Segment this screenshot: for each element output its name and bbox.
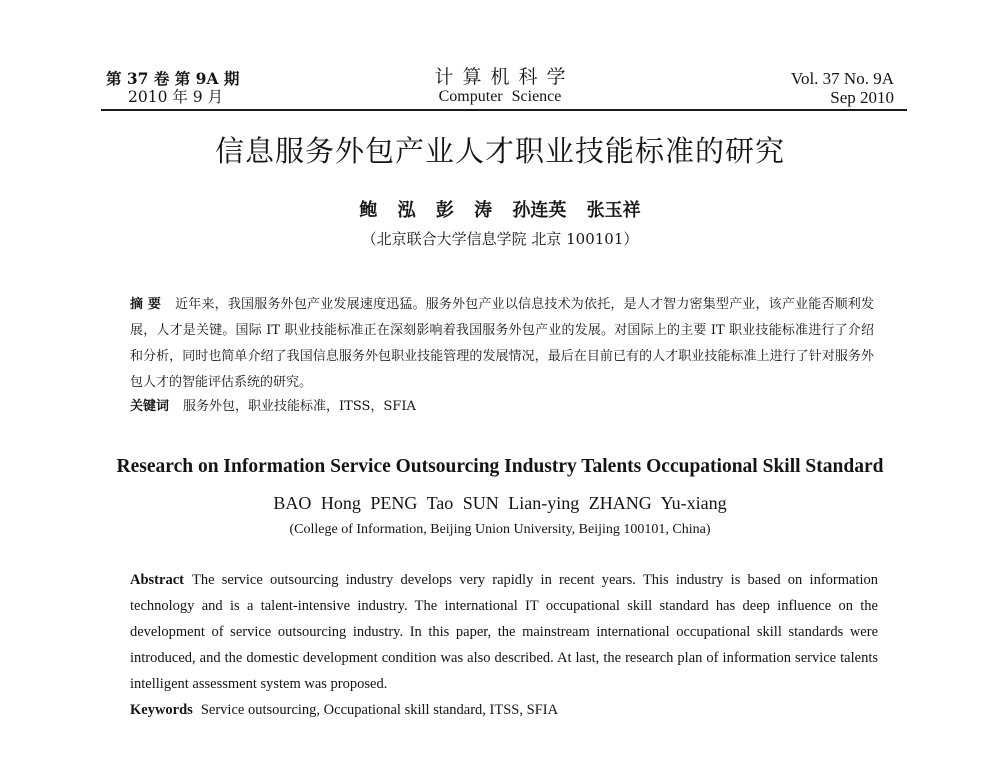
keywords-text-en: Service outsourcing, Occupational skill standard, ITSS, SFIA — [200, 702, 559, 718]
keywords-label-en: Keywords — [130, 702, 193, 718]
issue-info — [106, 69, 239, 107]
affiliation-en: (College of Information, Beijing Union University, Beijing 100101, China) — [289, 522, 711, 537]
header-rule — [101, 109, 907, 111]
abstract-label-cn: 摘 要 — [130, 297, 162, 312]
volume-issue: 第 37 卷 第 9A 期 — [106, 69, 240, 88]
volume-info-en — [791, 69, 894, 107]
abstract-cn — [130, 292, 874, 396]
authors-cn: 鲍 泓 彭 涛 孙连英 张玉祥 — [359, 200, 641, 221]
volume-number-en: Vol. 37 No. 9A — [790, 69, 894, 88]
journal-name-cn: 计算机科学 — [434, 66, 575, 88]
abstract-text-cn: 近年来，我国服务外包产业发展速度迅猛。服务外包产业以信息技术为依托，是人才智力密集型产业，该产业能否顺利发展，人才是关键。国际 IT 职业技能标准正在深刻影响着我国服务外包产业的发展。对国际上的主要 IT 职业技能标准进行了介绍和分析，同时也简单介绍了我国信息服务外包职业技能管理的发展情况，最后在目前已有的人才职业技能标准上进行了针对服务外包人才的智能评估系统的研究。 — [130, 297, 874, 390]
authors-en: BAO Hong PENG Tao SUN Lian-ying ZHANG Yu-xiang — [273, 493, 727, 513]
affiliation-cn: （北京联合大学信息学院 北京 100101） — [361, 230, 639, 248]
abstract-en — [130, 567, 878, 697]
abstract-text-en: The service outsourcing industry develops very rapidly in recent years. This industry is based on information technology and is a talent-intensive industry. The international IT occupational skill standard has deep influence on the development of service outsourcing industry. In this paper, the mainstream international occupational skill standards were introduced, and the domestic development condition was also described. At last, the research plan of information service talents intelligent assessment system was proposed. — [130, 572, 878, 692]
issue-date: 2010 年 9 月 — [128, 88, 224, 106]
issue-date-en: Sep 2010 — [830, 88, 894, 107]
abstract-label-en: Abstract — [130, 572, 184, 588]
keywords-cn — [130, 397, 416, 417]
keywords-text-cn: 服务外包，职业技能标准，ITSS，SFIA — [183, 399, 416, 414]
keywords-label-cn: 关键词 — [130, 399, 170, 414]
paper-title-en: Research on Information Service Outsourcing Industry Talents Occupational Skill Standard — [116, 456, 884, 477]
keywords-en — [130, 699, 558, 721]
paper-title-cn: 信息服务外包产业人才职业技能标准的研究 — [214, 134, 785, 168]
journal-name — [330, 66, 670, 106]
journal-name-en: Computer Science — [438, 88, 562, 105]
